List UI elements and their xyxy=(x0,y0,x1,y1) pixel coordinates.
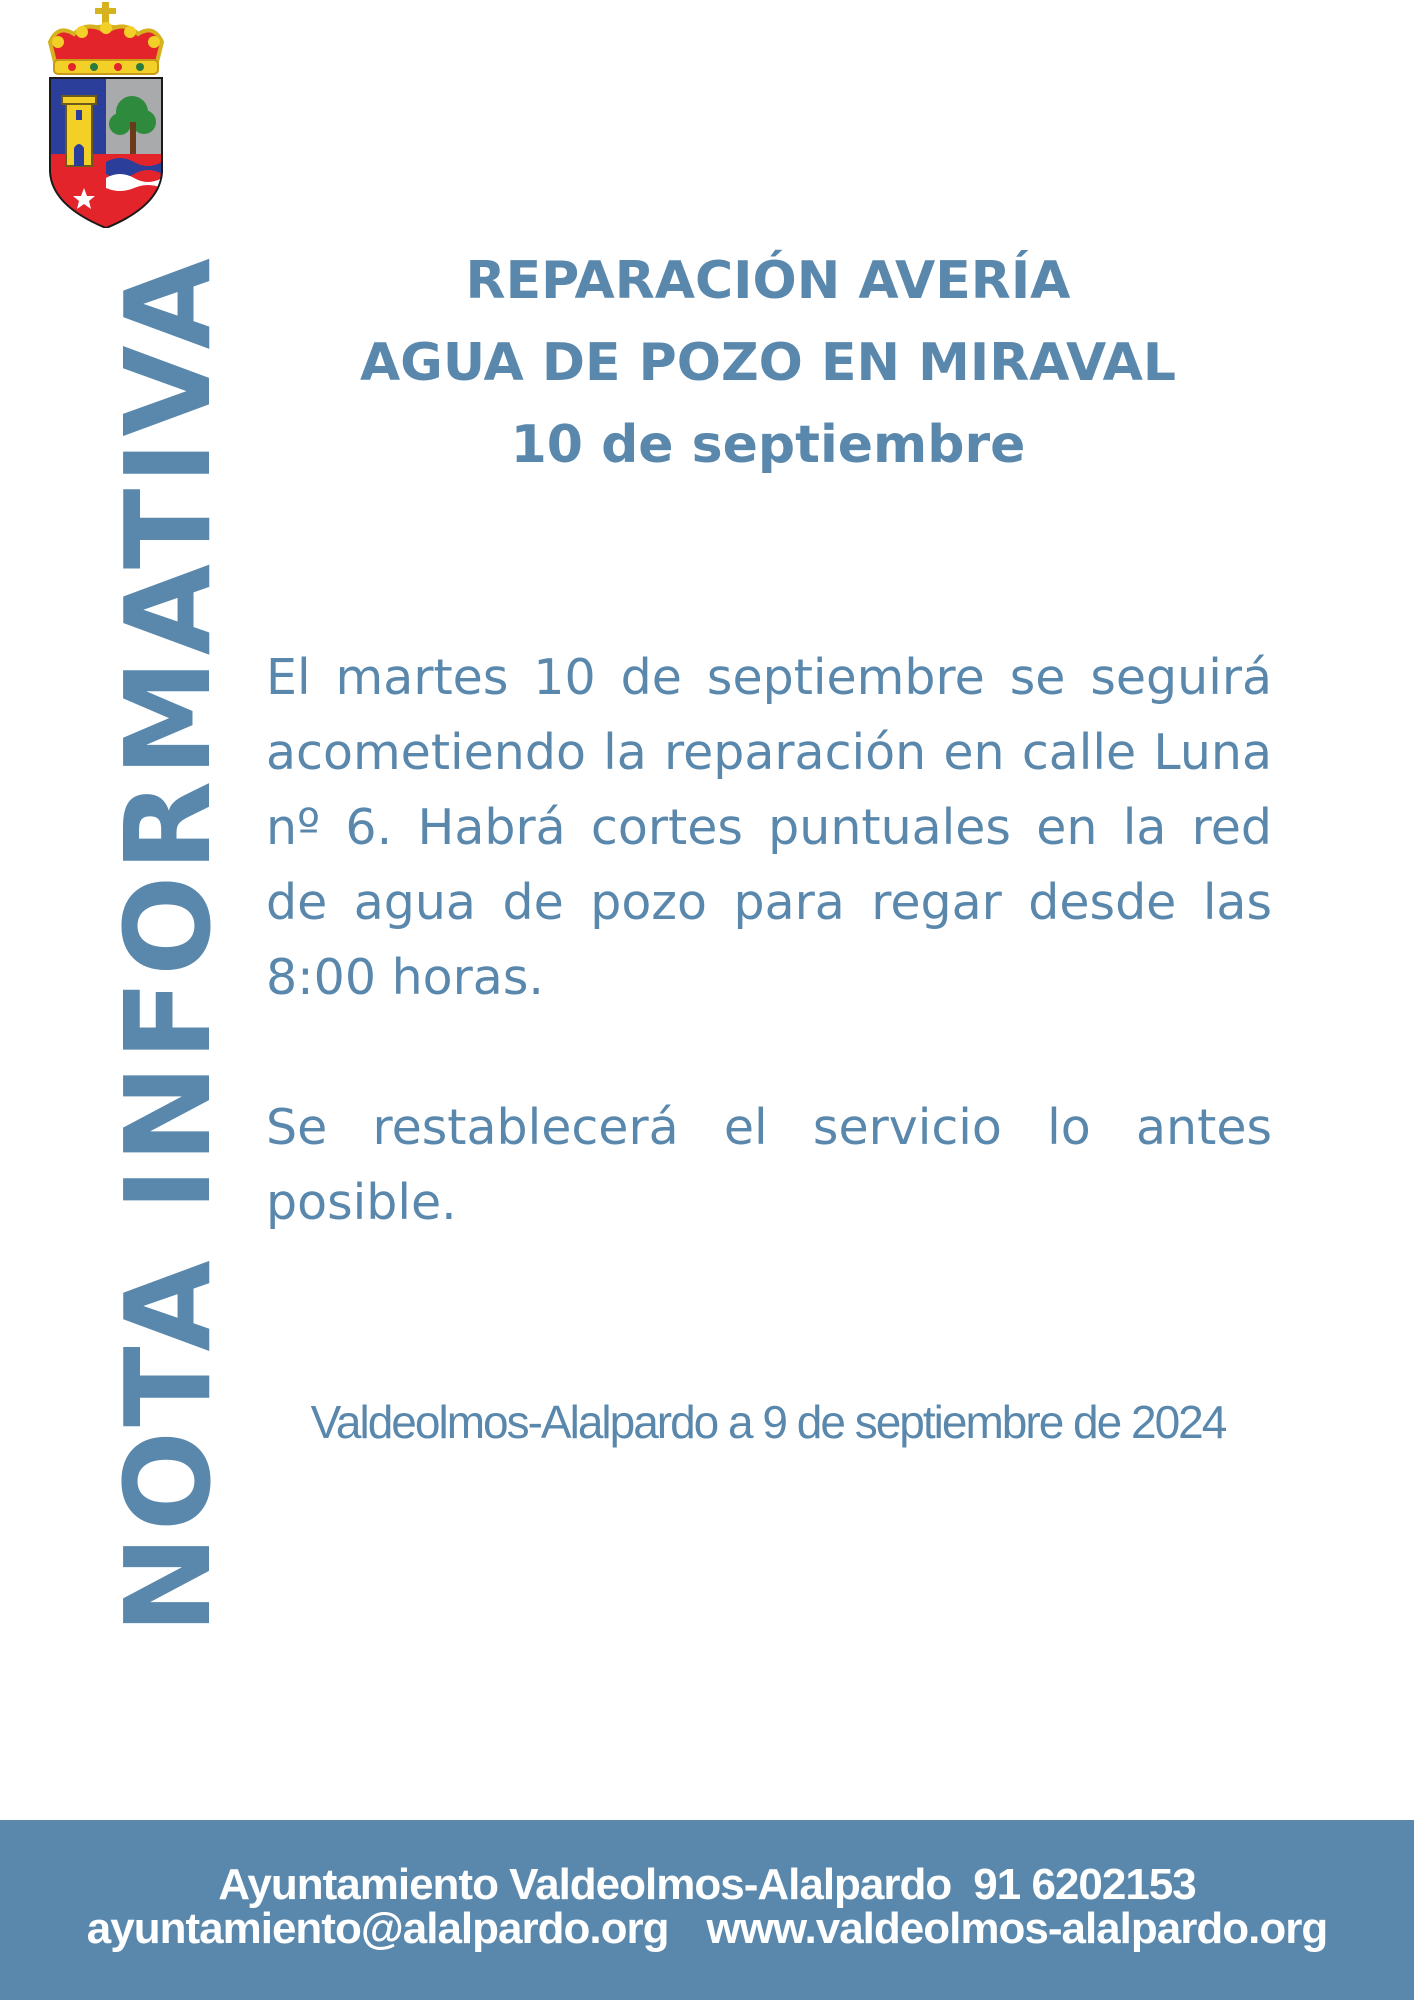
place-date-signature: Valdeolmos-Alalpardo a 9 de septiembre de 2024 xyxy=(310,1396,1226,1448)
coat-of-arms-icon xyxy=(44,2,168,228)
notice-body xyxy=(266,640,1272,1240)
footer-phone: 91 6202153 xyxy=(973,1860,1196,1909)
footer-email-link[interactable]: ayuntamiento@alalpardo.org xyxy=(86,1904,669,1953)
page-title xyxy=(268,240,1268,486)
headline-line-1: REPARACIÓN AVERÍA xyxy=(465,251,1071,311)
headline-line-2: AGUA DE POZO EN MIRAVAL xyxy=(359,333,1177,393)
footer-organization: Ayuntamiento Valdeolmos-Alalpardo xyxy=(218,1860,952,1909)
footer-line-1 xyxy=(0,1860,1414,1910)
headline-line-3: 10 de septiembre xyxy=(510,415,1026,475)
footer-line-2 xyxy=(0,1904,1414,1954)
notice-label: NOTA INFORMATIVA xyxy=(99,254,237,1634)
footer-band xyxy=(0,1820,1414,2000)
body-paragraph-1: El martes 10 de septiembre se seguirá acometiendo la reparación en calle Luna nº 6. Habrá cortes puntuales en la red de agua de pozo para regar desde las 8:00 horas. xyxy=(266,649,1272,1006)
footer-website-link[interactable]: www.valdeolmos-alalpardo.org xyxy=(706,1904,1328,1953)
body-paragraph-2: Se restablecerá el servicio lo antes posible. xyxy=(266,1099,1272,1231)
